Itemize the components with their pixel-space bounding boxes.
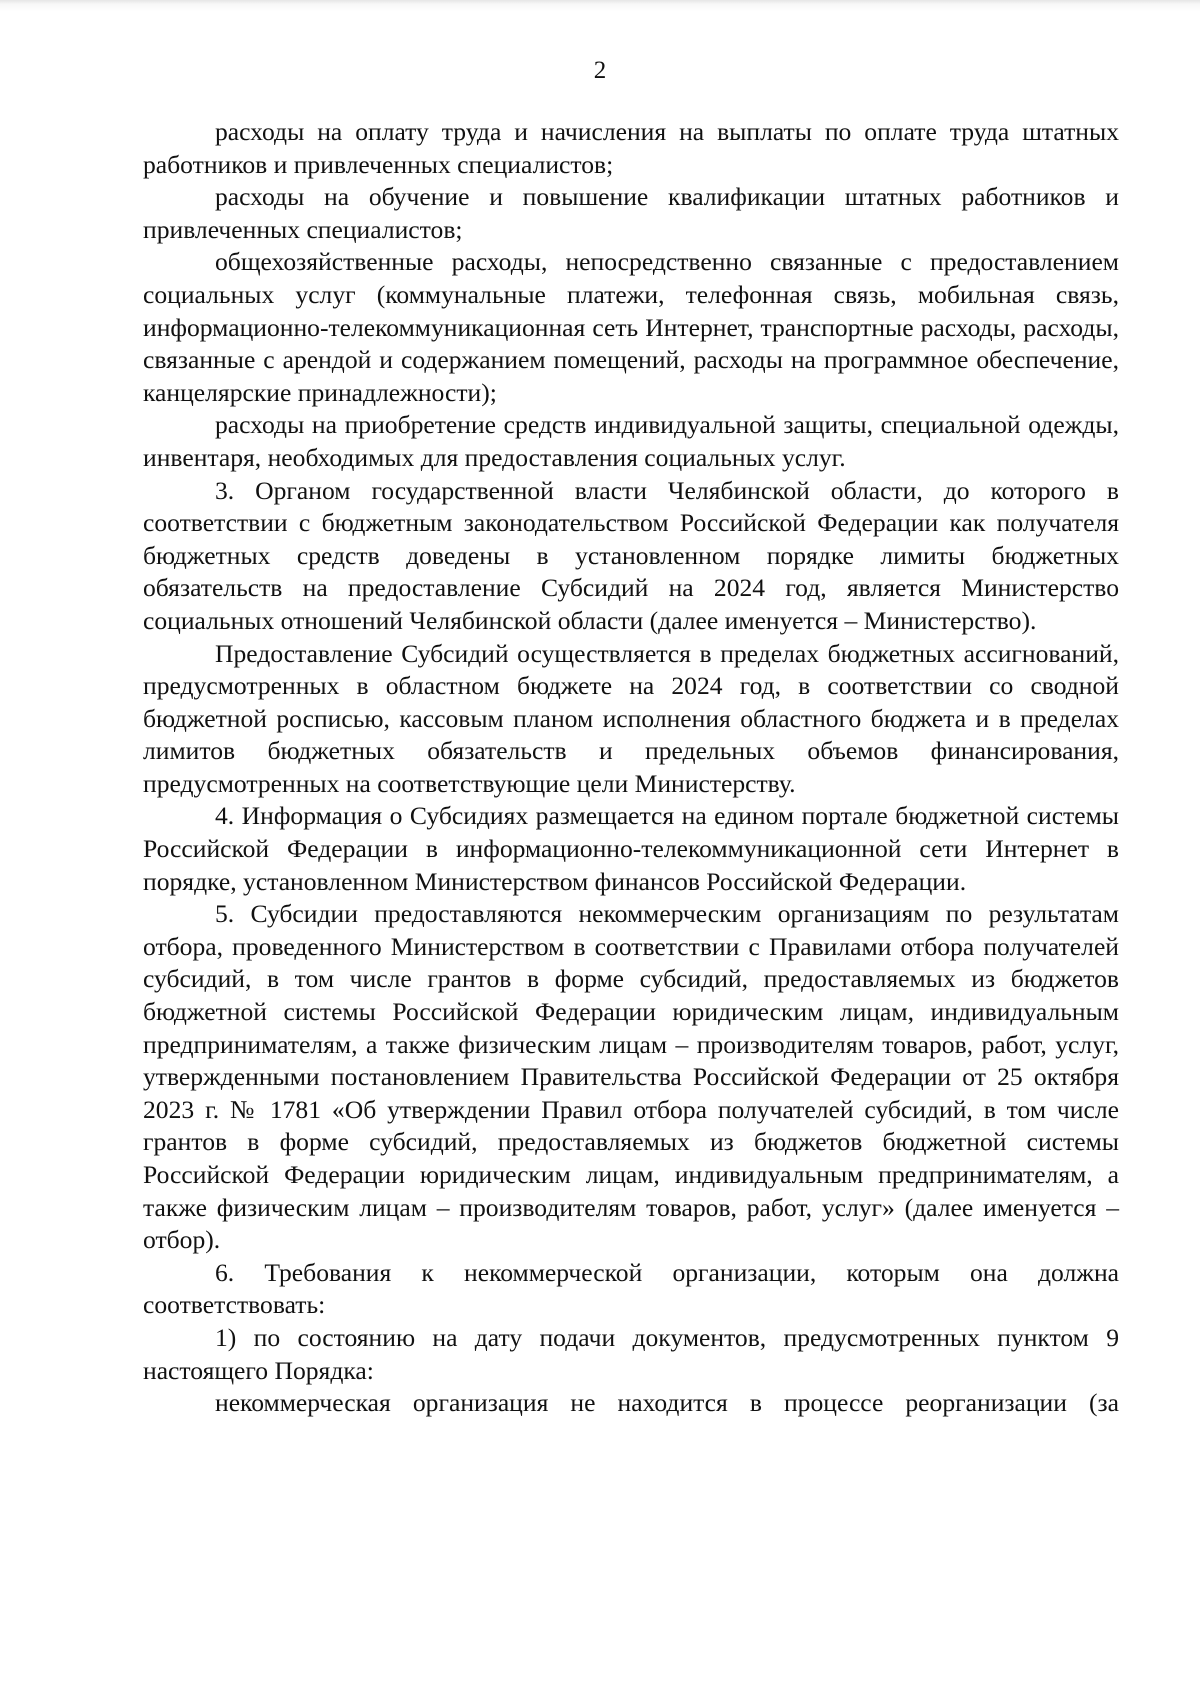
- paragraph-6-requirements: 6. Требования к некоммерческой организации, которым она должна соответствовать:: [143, 1257, 1119, 1320]
- paragraph-labor-costs: расходы на оплату труда и начисления на выплаты по оплате труда штатных работников и привлеченных специалистов;: [143, 117, 1119, 179]
- document-body: [143, 116, 1119, 1420]
- scan-edge: [0, 0, 1200, 12]
- paragraph-subsidy-limits: Предоставление Субсидий осуществляется в пределах бюджетных ассигнований, предусмотренных в областном бюджете на 2024 год, в соответствии со сводной бюджетной росписью, кассовым планом исполнения областного бюджета и в пределах лимитов бюджетных обязательств и предельных объемов финансирования, предусмотренных на соответствующие цели Министерству.: [143, 638, 1119, 798]
- paragraph-reorganization: некоммерческая организация не находится в процессе реорганизации (за: [215, 1388, 1119, 1418]
- paragraph-3-authority: 3. Органом государственной власти Челябинской области, до которого в соответствии с бюджетным законодательством Российской Федерации как получателя бюджетных средств доведены в установленном порядке лимиты бюджетных обязательств на предоставление Субсидий на 2024 год, является Министерство социальных отношений Челябинской области (далее именуется – Министерство).: [143, 475, 1119, 635]
- paragraph-protective-equipment: расходы на приобретение средств индивидуальной защиты, специальной одежды, инвентаря, необходимых для предоставления социальных услуг.: [143, 410, 1119, 472]
- page-number: 2: [593, 57, 607, 84]
- paragraph-4-information: 4. Информация о Субсидиях размещается на едином портале бюджетной системы Российской Федерации в информационно-телекоммуникационной сети Интернет в порядке, установленном Министерством финансов Российской Федерации.: [143, 801, 1119, 896]
- paragraph-general-costs: общехозяйственные расходы, непосредственно связанные с предоставлением социальных услуг (коммунальные платежи, телефонная связь, мобильная связь, информационно-телекоммуникационная сеть Интернет, транспортные расходы, расходы, связанные с арендой и содержанием помещений, расходы на программное обеспечение, канцелярские принадлежности);: [143, 247, 1119, 407]
- paragraph-6-1-date: 1) по состоянию на дату подачи документов, предусмотренных пунктом 9 настоящего Порядка:: [143, 1322, 1119, 1385]
- paragraph-5-selection: 5. Субсидии предоставляются некоммерческим организациям по результатам отбора, проведенного Министерством в соответствии с Правилами отбора получателей субсидий, в том числе грантов в форме субсидий, предоставляемых из бюджетов бюджетной системы Российской Федерации юридическим лицам, индивидуальным предпринимателям, а также физическим лицам – производителям товаров, работ, услуг, утвержденными постановлением Правительства Российской Федерации от 25 октября 2023 г. № 1781 «Об утверждении Правил отбора получателей субсидий, в том числе грантов в форме субсидий, предоставляемых из бюджетов бюджетной системы Российской Федерации юридическим лицам, индивидуальным предпринимателям, а также физическим лицам – производителям товаров, работ, услуг» (далее именуется – отбор).: [143, 899, 1119, 1255]
- paragraph-training-costs: расходы на обучение и повышение квалификации штатных работников и привлеченных специалистов;: [143, 182, 1119, 244]
